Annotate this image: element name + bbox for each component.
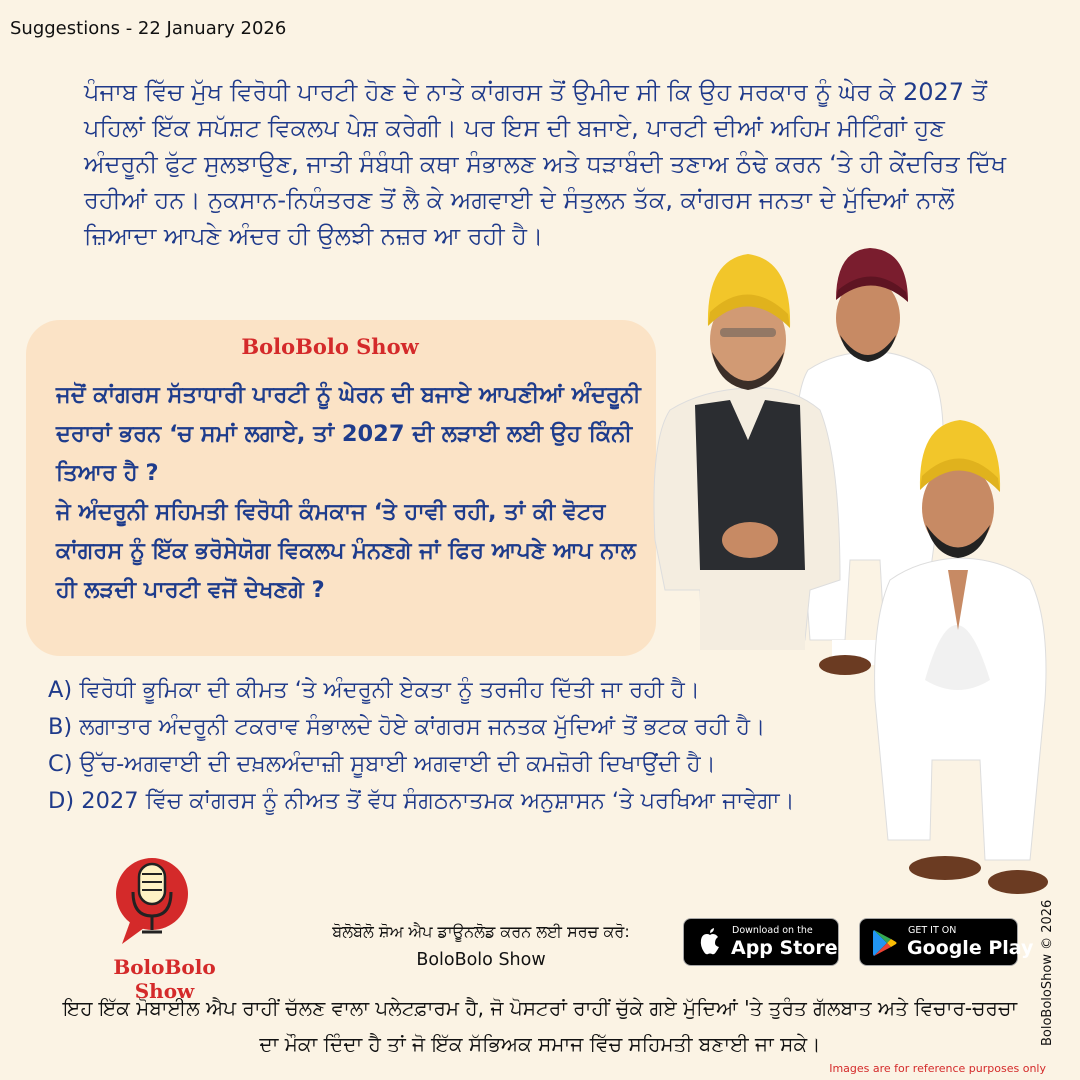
option-d: D) 2027 ਵਿੱਚ ਕਾਂਗਰਸ ਨੂੰ ਨੀਅਤ ਤੋਂ ਵੱਧ ਸੰਗਠਨਾਤਮਕ ਅਨੁਸ਼ਾਸਨ ‘ਤੇ ਪਰਖਿਆ ਜਾਵੇਗਾ। (48, 788, 795, 814)
google-play-button[interactable] (859, 918, 1034, 966)
apple-icon (698, 928, 722, 956)
appstore-big-label: App Store (731, 937, 838, 959)
intro-paragraph: ਪੰਜਾਬ ਵਿੱਚ ਮੁੱਖ ਵਿਰੋਧੀ ਪਾਰਟੀ ਹੋਣ ਦੇ ਨਾਤੇ ਕਾਂਗਰਸ ਤੋਂ ਉਮੀਦ ਸੀ ਕਿ ਉਹ ਸਰਕਾਰ ਨੂੰ ਘੇਰ ਕੇ 2027 ਤੋਂ ਪਹਿਲਾਂ ਇੱਕ ਸਪੱਸ਼ਟ ਵਿਕਲਪ ਪੇਸ਼ ਕਰੇਗੀ। ਪਰ ਇਸ ਦੀ ਬਜਾਏ, ਪਾਰਟੀ ਦੀਆਂ ਅਹਿਮ ਮੀਟਿੰਗਾਂ ਹੁਣ ਅੰਦਰੂਨੀ ਫੁੱਟ ਸੁਲਝਾਉਣ, ਜਾਤੀ ਸੰਬੰਧੀ ਕਥਾ ਸੰਭਾਲਣ ਅਤੇ ਧੜਾਬੰਦੀ ਤਣਾਅ ਠੰਢੇ ਕਰਨ ‘ਤੇ ਹੀ ਕੇਂਦਰਿਤ ਦਿੱਖ ਰਹੀਆਂ ਹਨ। ਨੁਕਸਾਨ-ਨਿਯੰਤਰਣ ਤੋਂ ਲੈ ਕੇ ਅਗਵਾਈ ਦੇ ਸੰਤੁਲਨ ਤੱਕ, ਕਾਂਗਰਸ ਜਨਤਾ ਦੇ ਮੁੱਦਿਆਂ ਨਾਲੋਂ ਜ਼ਿਆਦਾ ਆਪਣੇ ਅੰਦਰ ਹੀ ਉਲਝੀ ਨਜ਼ਰ ਆ ਰਹੀ ਹੈ। (84, 78, 1007, 250)
app-store-button[interactable] (683, 918, 839, 966)
question-2: ਜੇ ਅੰਦਰੂਨੀ ਸਹਿਮਤੀ ਵਿਰੋਧੀ ਕੰਮਕਾਜ ‘ਤੇ ਹਾਵੀ ਰਹੀ, ਤਾਂ ਕੀ ਵੋਟਰ ਕਾਂਗਰਸ ਨੂੰ ਇੱਕ ਭਰੋਸੇਯੋਗ ਵਿਕਲਪ ਮੰਨਣਗੇ ਜਾਂ ਫਿਰ ਆਪਣੇ ਆਪ ਨਾਲ ਹੀ ਲੜਦੀ ਪਾਰਟੀ ਵਜੋਂ ਦੇਖਣਗੇ ? (56, 499, 636, 603)
googleplay-small-label: GET IT ON (908, 925, 957, 936)
option-a: A) ਵਿਰੋਧੀ ਭੂਮਿਕਾ ਦੀ ਕੀਮਤ ‘ਤੇ ਅੰਦਰੂਨੀ ਏਕਤਾ ਨੂੰ ਤਰਜੀਹ ਦਿੱਤੀ ਜਾ ਰਹੀ ਹੈ। (48, 677, 700, 703)
googleplay-big-label: Google Play (907, 937, 1034, 959)
copyright-label: BoloBoloShow © 2026 (1040, 899, 1055, 1046)
option-b: B) ਲਗਾਤਾਰ ਅੰਦਰੂਨੀ ਟਕਰਾਵ ਸੰਭਾਲਦੇ ਹੋਏ ਕਾਂਗਰਸ ਜਨਤਕ ਮੁੱਦਿਆਂ ਤੋਂ ਭਟਕ ਰਹੀ ਹੈ। (48, 714, 766, 740)
footer-description: ਇਹ ਇੱਕ ਮੋਬਾਈਲ ਐਪ ਰਾਹੀਂ ਚੱਲਣ ਵਾਲਾ ਪਲੇਟਫ਼ਾਰਮ ਹੈ, ਜੋ ਪੋਸਟਰਾਂ ਰਾਹੀਂ ਚੁੱਕੇ ਗਏ ਮੁੱਦਿਆਂ 'ਤੇ ਤੁਰੰਤ ਗੱਲਬਾਤ ਅਤੇ ਵਿਚਾਰ-ਚਰਚਾ ਦਾ ਮੌਕਾ ਦਿੰਦਾ ਹੈ ਤਾਂ ਜੋ ਇੱਕ ਸੱਭਿਅਕ ਸਮਾਜ ਵਿੱਚ ਸਹਿਮਤੀ ਬਣਾਈ ਜਾ ਸਕੇ। (62, 996, 1018, 1056)
appstore-small-label: Download on the (732, 925, 813, 936)
callout-questions (56, 376, 646, 610)
download-prompt: ਬੋਲੋਬੋਲੋ ਸ਼ੋਅ ਐਪ ਡਾਊਨਲੋਡ ਕਰਨ ਲਈ ਸਰਚ ਕਰੋ: (332, 922, 630, 941)
image-disclaimer: Images are for reference purposes only (829, 1062, 1046, 1075)
download-app-name: BoloBolo Show (416, 950, 546, 970)
callout-brand-label: BoloBolo Show (241, 334, 419, 359)
microphone-icon (112, 852, 192, 947)
politicians-illustration (640, 240, 1080, 900)
question-1: ਜਦੋਂ ਕਾਂਗਰਸ ਸੱਤਾਧਾਰੀ ਪਾਰਟੀ ਨੂੰ ਘੇਰਨ ਦੀ ਬਜਾਏ ਆਪਣੀਆਂ ਅੰਦਰੂਨੀ ਦਰਾਰਾਂ ਭਰਨ ‘ਚ ਸਮਾਂ ਲਗਾਏ, ਤਾਂ 2027 ਦੀ ਲੜਾਈ ਲਈ ਉਹ ਕਿੰਨੀ ਤਿਆਰ ਹੈ ? (56, 382, 641, 486)
option-c: C) ਉੱਚ-ਅਗਵਾਈ ਦੀ ਦਖ਼ਲਅੰਦਾਜ਼ੀ ਸੂਬਾਈ ਅਗਵਾਈ ਦੀ ਕਮਜ਼ੋਰੀ ਦਿਖਾਉਂਦੀ ਹੈ। (48, 751, 716, 777)
page-header-title: Suggestions - 22 January 2026 (10, 18, 287, 39)
google-play-icon (872, 929, 898, 957)
download-instructions (300, 918, 662, 974)
brand-logo-text: BoloBolo Show (113, 955, 216, 1003)
